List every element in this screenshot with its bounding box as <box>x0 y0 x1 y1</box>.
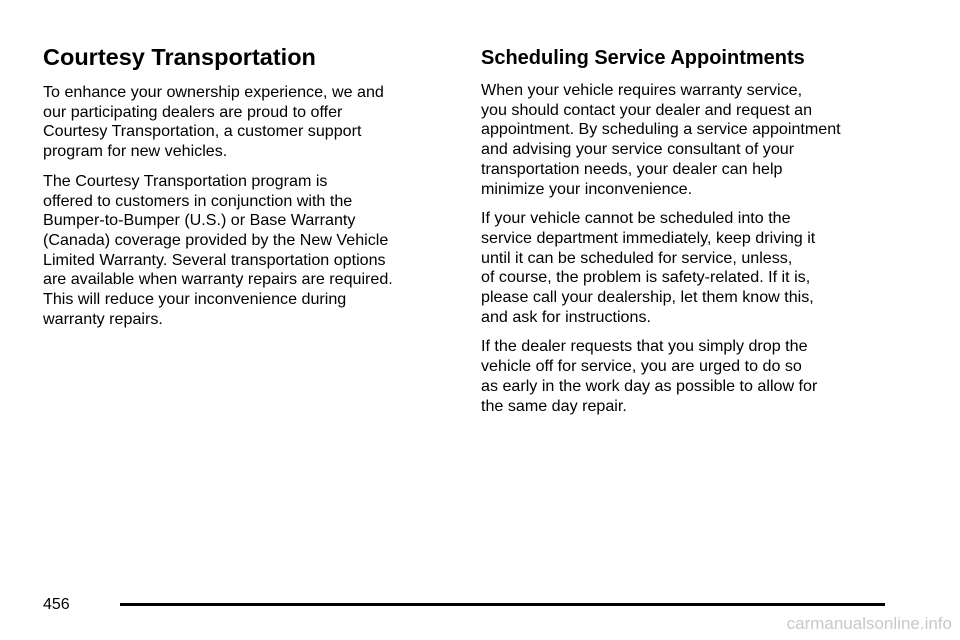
courtesy-transportation-section <box>43 44 453 339</box>
footer-divider <box>120 603 885 606</box>
paragraph: If your vehicle cannot be scheduled into the service department immediately, keep driving it until it can be scheduled for service, unless, of course, the problem is safety-related. If it is, please call your dealership, let them know this, and ask for instructions. <box>481 209 816 326</box>
scheduling-service-section <box>481 44 901 426</box>
paragraph: If the dealer requests that you simply drop the vehicle off for service, you are urged to do so as early in the work day as possible to allow for the same day repair. <box>481 337 818 415</box>
section-heading: Scheduling Service Appointments <box>481 47 805 69</box>
paragraph: The Courtesy Transportation program is offered to customers in conjunction with the Bumper-to-Bumper (U.S.) or Base Warranty (Canada) coverage provided by the New Vehicle Limited Warranty. Several transportation options are available when warranty repairs are required. This will reduce your inconvenience during warranty repairs. <box>43 171 393 328</box>
section-heading: Courtesy Transportation <box>43 44 316 70</box>
watermark: carmanualsonline.info <box>786 614 952 633</box>
paragraph: When your vehicle requires warranty service, you should contact your dealer and request an appointment. By scheduling a service appointment and advising your service consultant of your transportation needs, your dealer can help minimize your inconvenience. <box>481 81 841 198</box>
page-number: 456 <box>43 596 70 613</box>
paragraph: To enhance your ownership experience, we and our participating dealers are proud to offer Courtesy Transportation, a customer support program for new vehicles. <box>43 83 384 161</box>
